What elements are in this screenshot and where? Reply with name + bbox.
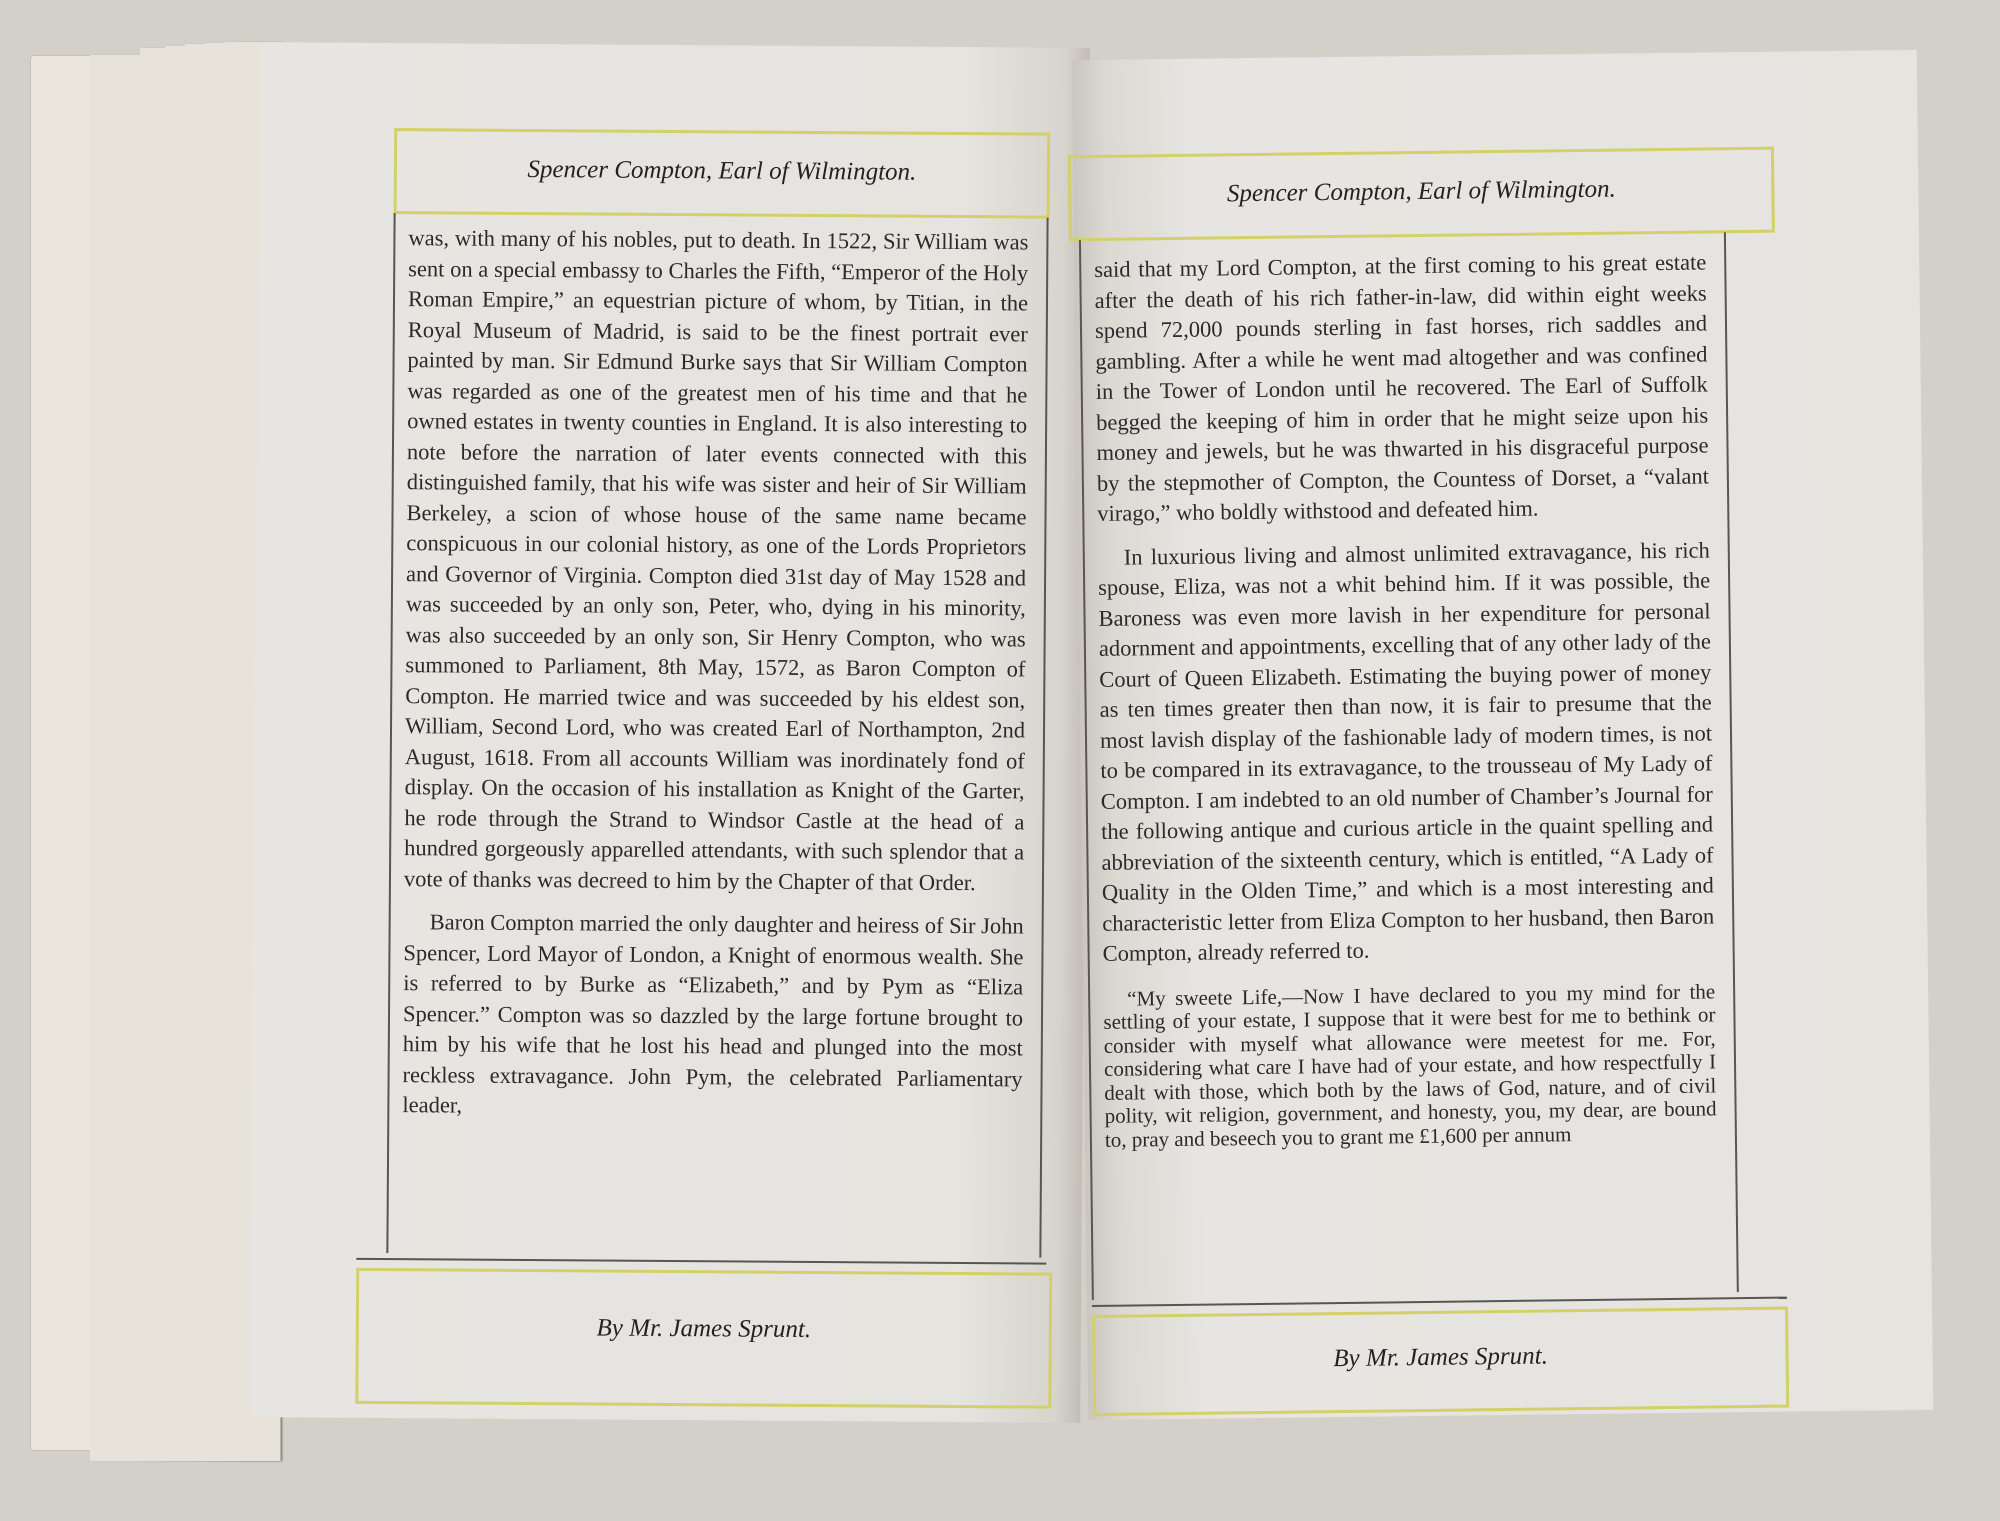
paragraph: Baron Compton married the only daughter and heiress of Sir John Spencer, Lord Mayor of London, a Knight of enormous wealth. She is referred to by Burke as “Elizabeth,” and by Pym as “Eliza Spencer.” Compton was so dazzled by the large fortune brought to him by his wife that he lost his head and plunged into the most reckless extravagance. John Pym, the celebrated Parliamentary leader, <box>402 909 1024 1118</box>
footer-frame-right <box>1092 1307 1789 1416</box>
right-rule <box>1039 218 1048 1258</box>
header-frame-right <box>1068 147 1775 242</box>
running-header-right: Spencer Compton, Earl of Wilmington. <box>1226 175 1616 208</box>
right-page-text <box>1094 247 1717 1164</box>
header-frame-left <box>394 128 1051 219</box>
left-page <box>250 42 1090 1423</box>
footer-author-left: By Mr. James Sprunt. <box>596 1314 812 1343</box>
paragraph: was, with many of his nobles, put to death. In 1522, Sir William was sent on a special embassy to Charles the Fifth, “Emperor of the Holy Roman Empire,” an equestrian picture of whom, by Titian, in the Royal Museum of Madrid, is said to be the finest portrait ever painted by man. Sir Edmund Burke says that Sir William Compton was regarded as one of the greatest men of his time and that he owned estates in twenty counties in England. It is also interesting to note before the narration of later events connected with this distinguished family, that his wife was sister and heir of Sir William Berkeley, a scion of whose house of the same name became conspicuous in our colonial history, as one of the Lords Proprietors and Governor of Virginia. Compton died 31st day of May 1528 and was succeeded by an only son, Peter, who, dying in his minority, was also succeeded by an only son, Sir Henry Compton, who was summoned to Parliament, 8th May, 1572, as Baron Compton of Compton. He married twice and was succeeded by his eldest son, William, Second Lord, who was created Earl of Northampton, 2nd August, 1618. From all accounts William was inordinately fond of display. On the occasion of his installation as Knight of the Garter, he rode through the Strand to Windsor Castle at the head of a hundred gorgeously apparelled attendants, with such splendor that a vote of thanks was decreed to him by the Chapter of that Order. <box>403 225 1029 895</box>
footer-frame-left <box>355 1268 1052 1409</box>
paragraph: said that my Lord Compton, at the first coming to his great estate after the death of his rich father-in-law, did within eight weeks spend 72,000 pounds sterling in fast horses, rich saddles and gambling. After a while he went mad altogether and was confined in the Tower of London until he recovered. The Earl of Suffolk begged the keeping of him in order that he might seize upon his money and jewels, but he was thwarted in his disgraceful purpose by the stepmother of Compton, the Countess of Dorset, a “valant virago,” who boldly withstood and defeated him. <box>1094 249 1709 526</box>
paragraph: In luxurious living and almost unlimited extravagance, his rich spouse, Eliza, was not a whit behind him. If it was possible, the Baroness was even more lavish in her expenditure for personal adornment and appointments, excelling that of any other lady of the Court of Queen Elizabeth. Estimating the buying power of money as ten times greater then than now, it is fair to presume that the most lavish display of the fashionable lady of modern times, is not to be compared in its extravagance, to the trousseau of My Lady of Compton. I am indebted to an old number of Chamber’s Journal for the following antique and curious article in the quaint spelling and abbreviation of the sixteenth century, which is entitled, “A Lady of Quality in the Olden Time,” and which is a most interesting and characteristic letter from Eliza Compton to her husband, then Baron Compton, already referred to. <box>1098 536 1715 966</box>
footer-author-right: By Mr. James Sprunt. <box>1333 1342 1549 1373</box>
left-rule <box>386 213 395 1253</box>
letter-quote: “My sweete Life,—Now I have declared to you my mind for the settling of your estate, I suppose that it were best for me to bethink or consider with myself what allowance were meetest for me. For, considering what care I have had of your estate, and how respectfully I dealt with those, which both by the laws of God, nature, and of civil polity, wit religion, government, and honesty, you, my dear, are bound to, pray and beseech you to grant me £1,600 per annum <box>1103 978 1717 1152</box>
left-page-text <box>402 223 1028 1138</box>
right-page <box>1072 50 1934 1420</box>
right-rule <box>1724 232 1739 1292</box>
bottom-rule <box>1092 1297 1787 1307</box>
bottom-rule <box>356 1258 1046 1265</box>
running-header-left: Spencer Compton, Earl of Wilmington. <box>527 155 917 186</box>
